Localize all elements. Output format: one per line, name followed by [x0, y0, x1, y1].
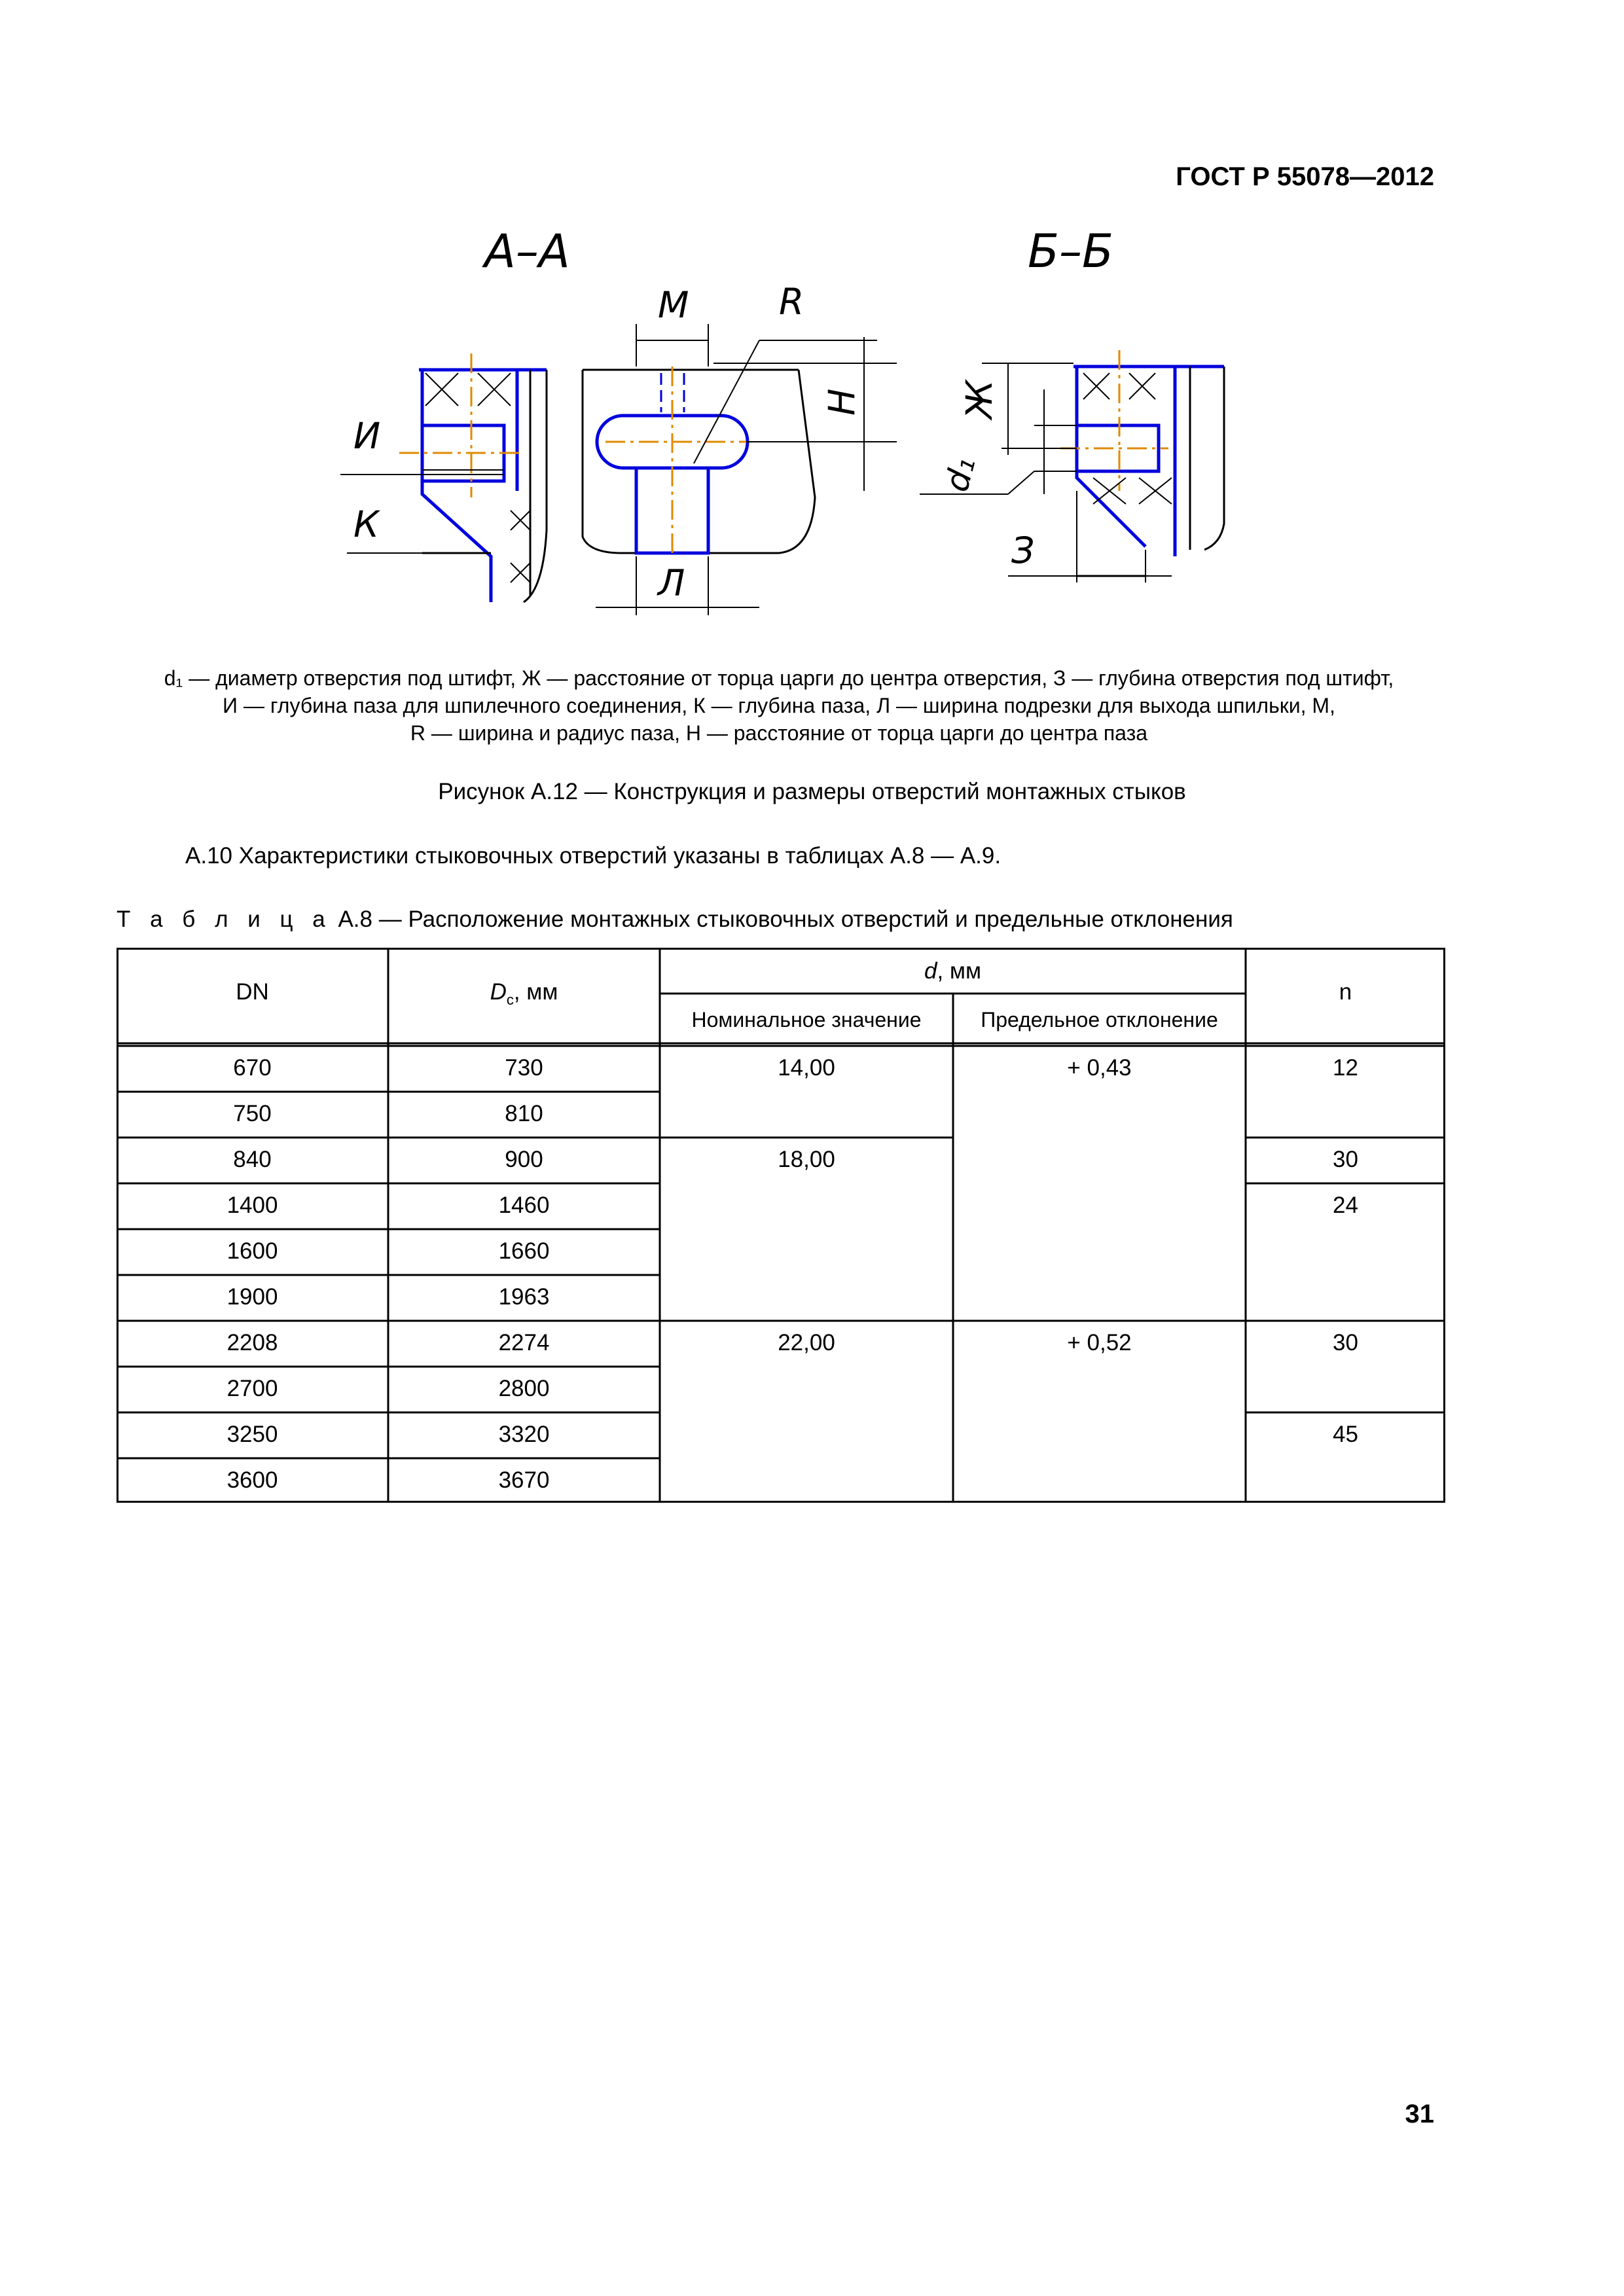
dn-cell: 1400 — [226, 1193, 278, 1218]
dc-cell: 1660 — [498, 1238, 550, 1264]
page-number: 31 — [1405, 2100, 1434, 2128]
n-cell: 30 — [1333, 1330, 1358, 1355]
dim-label-i: И — [353, 415, 381, 457]
figure-caption: Рисунок А.12 — Конструкция и размеры отверстий монтажных стыков — [438, 779, 1186, 804]
dc-cell: 3320 — [498, 1422, 550, 1447]
nominal-cell: 14,00 — [778, 1055, 835, 1081]
dc-cell: 810 — [505, 1101, 543, 1126]
dim-label-l: Л — [658, 562, 685, 604]
dim-label-d1: d₁ — [937, 453, 983, 496]
table-title — [117, 906, 1233, 933]
n-cell: 12 — [1333, 1055, 1358, 1081]
header-d: d, мм — [924, 958, 982, 984]
dim-label-r: R — [779, 281, 804, 323]
dn-cell: 750 — [233, 1101, 272, 1126]
legend-line-2: И — глубина паза для шпилечного соединения, К — глубина паза, Л — ширина подрезки для выхода шпильки, М, — [223, 694, 1335, 717]
nominal-cell: 22,00 — [778, 1330, 835, 1355]
data-table — [117, 948, 1445, 1503]
dim-label-zh: Ж — [958, 380, 1000, 419]
dc-cell: 3670 — [498, 1467, 550, 1493]
section-aa-label: А–А — [484, 224, 570, 278]
header-n: n — [1339, 979, 1352, 1005]
legend-line-3: R — ширина и радиус паза, Н — расстояние от торца царги до центра паза — [410, 721, 1148, 745]
section-aa-middle-part — [583, 281, 897, 615]
table-title-prefix: Т а б л и ц а — [117, 906, 332, 932]
n-cell: 24 — [1333, 1193, 1358, 1218]
dc-cell: 900 — [505, 1147, 543, 1172]
dc-cell: 1460 — [498, 1193, 550, 1218]
legend-line-1: d₁ — диаметр отверстия под штифт, Ж — расстояние от торца царги до центра отверстия, З — глубина отверстия под штифт, — [164, 666, 1394, 690]
section-bb-part — [920, 350, 1224, 583]
dim-label-z: З — [1011, 529, 1035, 571]
dim-label-h: Н — [821, 388, 863, 416]
dc-cell: 2800 — [498, 1376, 550, 1401]
dc-cell: 730 — [505, 1055, 543, 1081]
figure-legend — [98, 664, 1460, 747]
dim-label-m: М — [658, 284, 689, 326]
header-deviation: Предельное отклонение — [981, 1008, 1218, 1031]
deviation-cell: + 0,43 — [1067, 1055, 1132, 1081]
body-paragraph: А.10 Характеристики стыковочных отверстий указаны в таблицах А.8 — А.9. — [185, 843, 1001, 869]
section-bb-label: Б–Б — [1028, 224, 1114, 278]
dn-cell: 3250 — [226, 1422, 278, 1447]
header-dc: $D_c$, мм — [490, 979, 558, 1008]
dim-label-k: К — [353, 503, 380, 545]
dc-cell: 1963 — [498, 1284, 550, 1310]
n-cell: 30 — [1333, 1147, 1358, 1172]
nominal-cell: 18,00 — [778, 1147, 835, 1172]
document-code: ГОСТ Р 55078—2012 — [1176, 162, 1434, 191]
construction-drawing — [327, 216, 1276, 635]
deviation-cell: + 0,52 — [1067, 1330, 1132, 1355]
header-dn: DN — [236, 979, 269, 1005]
dn-cell: 1600 — [226, 1238, 278, 1264]
dn-cell: 2700 — [226, 1376, 278, 1401]
table-title-text: А.8 — Расположение монтажных стыковочных отверстий и предельные отклонения — [331, 906, 1233, 932]
section-aa-left-part — [340, 353, 547, 602]
dn-cell: 2208 — [226, 1330, 278, 1355]
dc-cell: 2274 — [498, 1330, 550, 1355]
header-nominal: Номинальное значение — [691, 1008, 922, 1031]
dn-cell: 3600 — [226, 1467, 278, 1493]
dn-cell: 670 — [233, 1055, 272, 1081]
dn-cell: 840 — [233, 1147, 272, 1172]
n-cell: 45 — [1333, 1422, 1358, 1447]
dn-cell: 1900 — [226, 1284, 278, 1310]
